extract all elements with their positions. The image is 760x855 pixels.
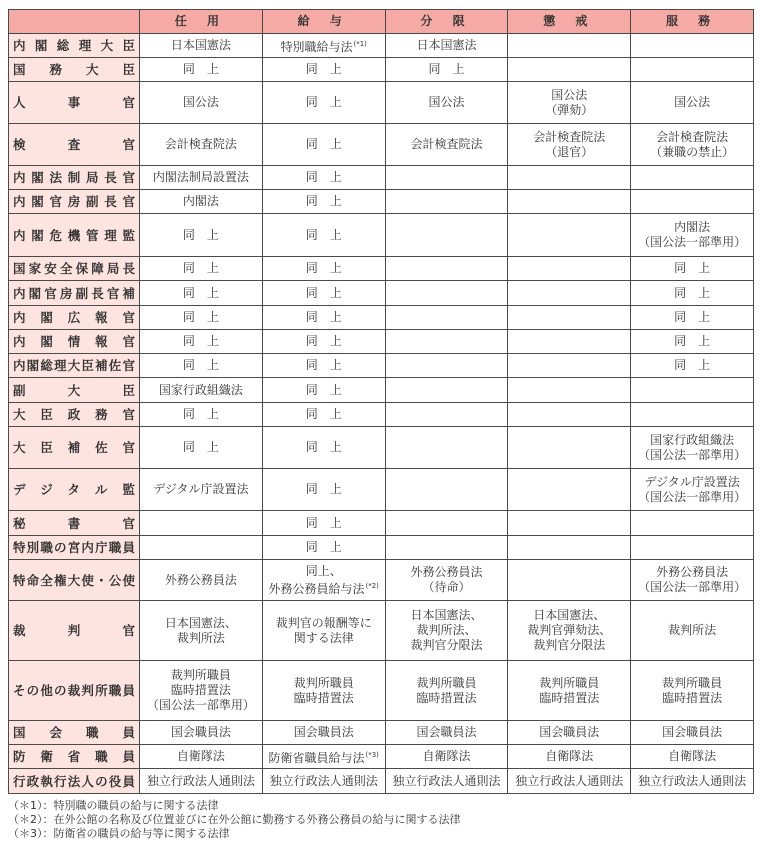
table-row [9, 601, 754, 661]
row-label: デジタル監 [9, 469, 140, 511]
table-row [9, 124, 754, 166]
cell-text: 裁判官分限法 [533, 638, 606, 652]
table-cell [140, 427, 263, 469]
cell-text: 裁判官弾劾法、 [527, 623, 612, 637]
row-label: 人事官 [9, 82, 140, 124]
table-cell [385, 560, 508, 601]
cell-text: 同 上 [674, 334, 711, 348]
table-cell [508, 560, 631, 601]
row-label: 検査官 [9, 124, 140, 166]
table-cell [631, 427, 754, 469]
row-label: 大臣補佐官 [9, 427, 140, 469]
table-cell [262, 58, 385, 82]
table-cell [385, 34, 508, 58]
cell-text: 同 上 [182, 407, 219, 421]
table-cell [385, 745, 508, 769]
table-cell [262, 124, 385, 166]
cell-text: （国公法一部準用） [638, 235, 747, 249]
row-label: 秘書官 [9, 511, 140, 536]
footnote-2: （＊2）：在外公館の名称及び位置並びに在外公館に勤務する外務公務員の給与に関する法律 [8, 813, 461, 826]
footnote-marker: (*3) [365, 750, 379, 759]
table-row [9, 745, 754, 769]
cell-text: 日本国憲法 [416, 38, 477, 52]
cell-text: 同 上 [305, 334, 342, 348]
table-cell [508, 58, 631, 82]
cell-text: 国公法 [674, 95, 711, 109]
table-cell [631, 82, 754, 124]
table-row [9, 330, 754, 354]
cell-text: 国公法 [428, 95, 465, 109]
cell-text: 日本国憲法、 [533, 608, 606, 622]
cell-text: デジタル庁設置法 [153, 482, 249, 496]
cell-text: 国会職員法 [416, 725, 477, 739]
table-cell [631, 769, 754, 794]
cell-text: デジタル庁設置法 [644, 474, 740, 489]
table-cell [385, 511, 508, 536]
cell-text: 防衛省職員給与法 [268, 750, 365, 765]
cell-text: 独立行政法人通則法 [638, 773, 747, 788]
cell-text: 裁判所職員 [662, 675, 723, 690]
table-cell [631, 536, 754, 560]
table-cell [140, 769, 263, 794]
row-label: 裁判官 [9, 601, 140, 661]
table-row [9, 257, 754, 281]
cell-text: 同 上 [305, 515, 342, 530]
table-cell [631, 661, 754, 721]
cell-text: （国公法一部準用） [146, 698, 255, 712]
row-label: 内閣官房副長官 [9, 190, 140, 214]
table-cell [508, 354, 631, 378]
table-row [9, 214, 754, 257]
table-cell [508, 214, 631, 257]
cell-text: 日本国憲法 [170, 38, 231, 52]
table-row [9, 769, 754, 794]
table-cell [385, 58, 508, 82]
header-status: 分 限 [385, 10, 508, 34]
cell-text: 同 上 [305, 358, 342, 372]
cell-text: 裁判所職員 [539, 675, 600, 690]
table-cell [140, 560, 263, 601]
table-cell [508, 403, 631, 427]
cell-text: 同 上 [305, 95, 342, 109]
table-cell [508, 34, 631, 58]
table-cell [508, 769, 631, 794]
cell-text: 同 上 [305, 194, 342, 208]
row-label: その他の裁判所職員 [9, 661, 140, 721]
table-cell [508, 469, 631, 511]
table-cell [385, 536, 508, 560]
table-cell [262, 403, 385, 427]
table-cell [631, 403, 754, 427]
table-cell [508, 257, 631, 281]
table-cell [508, 82, 631, 124]
cell-text: 会計検査院法 [533, 129, 606, 144]
table-cell [508, 378, 631, 403]
cell-text: 外務公務員給与法 [268, 581, 365, 596]
table-cell [140, 306, 263, 330]
cell-text: 同 上 [305, 310, 342, 324]
cell-text: 国家行政組織法 [158, 382, 243, 397]
table-cell [262, 427, 385, 469]
table-cell [262, 330, 385, 354]
table-cell [262, 536, 385, 560]
table-cell [140, 166, 263, 190]
cell-text: 同 上 [305, 137, 342, 151]
header-corner [9, 10, 140, 34]
table-cell [262, 769, 385, 794]
table-cell [508, 661, 631, 721]
cell-text: 裁判所職員 [293, 675, 354, 690]
table-cell [262, 378, 385, 403]
cell-text: 裁判所職員 [416, 675, 477, 690]
footnote-3: （＊3）：防衛省の職員の給与等に関する法律 [8, 827, 230, 840]
table-cell [262, 257, 385, 281]
table-cell [385, 281, 508, 306]
cell-text: 外務公務員法 [164, 572, 237, 587]
cell-text: （退官） [545, 144, 594, 159]
row-label: 国務大臣 [9, 58, 140, 82]
cell-text: 同 上 [674, 285, 711, 300]
cell-text: 臨時措置法 [539, 690, 600, 705]
table-cell [262, 354, 385, 378]
table-cell [262, 281, 385, 306]
table-cell [385, 601, 508, 661]
table-cell [385, 354, 508, 378]
table-cell [140, 536, 263, 560]
footnote-marker: (*1) [353, 39, 367, 48]
cell-text: 国家行政組織法 [650, 432, 735, 447]
row-label: 内閣情報官 [9, 330, 140, 354]
cell-text: 同 上 [305, 285, 342, 300]
cell-text: 同 上 [305, 382, 342, 397]
table-row [9, 661, 754, 721]
cell-text: 裁判所法 [668, 623, 717, 637]
cell-text: 同 上 [305, 227, 342, 242]
table-cell [631, 330, 754, 354]
cell-text: 外務公務員法 [656, 565, 729, 579]
table-cell [631, 511, 754, 536]
table-cell [385, 82, 508, 124]
table-cell [385, 403, 508, 427]
cell-text: 臨時措置法 [170, 683, 231, 697]
table-cell [508, 190, 631, 214]
row-label: 特別職の宮内庁職員 [9, 536, 140, 560]
table-cell [140, 511, 263, 536]
row-label: 防衛省職員 [9, 745, 140, 769]
table-row [9, 82, 754, 124]
law-application-table [8, 9, 754, 794]
footnote-marker: (*2) [365, 581, 379, 590]
table-cell [508, 330, 631, 354]
cell-text: 自衛隊法 [545, 749, 594, 763]
table-cell [631, 469, 754, 511]
row-label: 内閣危機管理監 [9, 214, 140, 257]
table-row [9, 511, 754, 536]
row-label: 内閣法制局長官 [9, 166, 140, 190]
row-label: 特命全権大使・公使 [9, 560, 140, 601]
table-cell [140, 281, 263, 306]
cell-text: 臨時措置法 [662, 690, 723, 705]
table-cell [631, 745, 754, 769]
table-cell [385, 330, 508, 354]
table-cell [262, 721, 385, 745]
table-cell [140, 601, 263, 661]
table-body [9, 34, 754, 794]
table-cell [385, 124, 508, 166]
cell-text: 会計検査院法 [164, 137, 237, 151]
cell-text: 会計検査院法 [656, 129, 729, 144]
table-cell [631, 34, 754, 58]
cell-text: （国公法一部準用） [638, 447, 747, 462]
table-cell [262, 34, 385, 58]
table-cell [140, 354, 263, 378]
cell-text: 臨時措置法 [416, 690, 477, 705]
table-cell [140, 721, 263, 745]
table-cell [631, 281, 754, 306]
table-cell [631, 257, 754, 281]
cell-text: 独立行政法人通則法 [515, 773, 624, 788]
table-row [9, 58, 754, 82]
table-cell [262, 601, 385, 661]
table-cell [385, 190, 508, 214]
table-cell [508, 124, 631, 166]
table-cell [508, 427, 631, 469]
table-cell [631, 721, 754, 745]
table-cell [262, 745, 385, 769]
table-row [9, 403, 754, 427]
cell-text: 同 上 [182, 440, 219, 454]
row-label: 行政執行法人の役員 [9, 769, 140, 794]
table-cell [508, 601, 631, 661]
cell-text: 裁判所法、 [416, 623, 477, 637]
table-cell [140, 403, 263, 427]
table-cell [385, 257, 508, 281]
row-label: 内閣官房副長官補 [9, 281, 140, 306]
table-row [9, 306, 754, 330]
table-cell [508, 166, 631, 190]
table-cell [508, 536, 631, 560]
cell-text: 同 上 [428, 62, 465, 76]
table-row [9, 166, 754, 190]
header-salary: 給 与 [262, 10, 385, 34]
cell-text: 日本国憲法、 [164, 615, 237, 630]
table-cell [385, 661, 508, 721]
cell-text: 同 上 [305, 482, 342, 496]
table-cell [140, 190, 263, 214]
table-cell [385, 306, 508, 330]
table-cell [140, 661, 263, 721]
cell-text: 内閣法 [182, 194, 219, 208]
table-cell [140, 745, 263, 769]
cell-text: 同 上 [305, 62, 342, 76]
table-cell [262, 190, 385, 214]
cell-text: 同 上 [674, 310, 711, 324]
cell-text: 裁判所法 [176, 630, 225, 645]
cell-text: 会計検査院法 [410, 137, 483, 151]
table-row [9, 281, 754, 306]
cell-text: 同 上 [182, 334, 219, 348]
table-cell [385, 378, 508, 403]
cell-text: 同 上 [182, 62, 219, 76]
cell-text: 日本国憲法、 [410, 608, 483, 622]
cell-text: 独立行政法人通則法 [146, 773, 255, 788]
table-cell [140, 214, 263, 257]
footnote-1: （＊1）：特別職の職員の給与に関する法律 [8, 799, 219, 812]
row-label: 国家安全保障局長 [9, 257, 140, 281]
cell-text: 同 上 [182, 285, 219, 300]
cell-text: 同 上 [182, 227, 219, 242]
cell-text: 独立行政法人通則法 [269, 773, 378, 788]
cell-text: 同 上 [305, 407, 342, 421]
table-cell [508, 306, 631, 330]
cell-text: 同 上 [182, 358, 219, 372]
cell-text: 同 上 [305, 261, 342, 275]
table-cell [140, 257, 263, 281]
row-label: 副大臣 [9, 378, 140, 403]
table-cell [262, 306, 385, 330]
table-cell [262, 469, 385, 511]
header-discipline: 懲 戒 [508, 10, 631, 34]
cell-text: 国会職員法 [293, 725, 354, 739]
cell-text: 国会職員法 [170, 725, 231, 739]
row-label: 内閣広報官 [9, 306, 140, 330]
table-cell [262, 511, 385, 536]
table-cell [262, 661, 385, 721]
table-cell [385, 214, 508, 257]
table-row [9, 536, 754, 560]
table-cell [631, 166, 754, 190]
row-label: 大臣政務官 [9, 403, 140, 427]
cell-text: 同 上 [674, 358, 711, 372]
row-label: 内閣総理大臣補佐官 [9, 354, 140, 378]
table-cell [140, 330, 263, 354]
table-cell [631, 124, 754, 166]
cell-text: 独立行政法人通則法 [392, 773, 501, 788]
cell-text: 自衛隊法 [176, 749, 225, 763]
table-row [9, 378, 754, 403]
table-cell [631, 354, 754, 378]
cell-text: 裁判官分限法 [410, 638, 483, 652]
table-cell [385, 469, 508, 511]
cell-text: 自衛隊法 [422, 749, 471, 763]
table-row [9, 354, 754, 378]
footnotes [8, 799, 461, 841]
table-cell [140, 58, 263, 82]
table-row [9, 190, 754, 214]
cell-text: 同 上 [182, 261, 219, 275]
table-cell [631, 214, 754, 257]
cell-text: 自衛隊法 [668, 749, 717, 763]
table-cell [508, 511, 631, 536]
table-cell [385, 769, 508, 794]
table-cell [385, 166, 508, 190]
cell-text: 同上、 [305, 563, 342, 578]
cell-text: 国公法 [182, 95, 219, 109]
cell-text: 同 上 [305, 540, 342, 554]
cell-text: 同 上 [305, 440, 342, 454]
table-cell [631, 58, 754, 82]
table-cell [140, 34, 263, 58]
table-cell [262, 560, 385, 601]
cell-text: （国公法一部準用） [638, 489, 747, 504]
row-label: 内閣総理大臣 [9, 34, 140, 58]
cell-text: 同 上 [182, 310, 219, 324]
cell-text: 裁判官の報酬等に [275, 615, 372, 630]
table-cell [385, 721, 508, 745]
table-cell [262, 166, 385, 190]
table-cell [262, 214, 385, 257]
table-header-row [9, 10, 754, 34]
cell-text: 同 上 [305, 170, 342, 184]
cell-text: 国会職員法 [539, 725, 600, 739]
header-service: 服 務 [631, 10, 754, 34]
row-label: 国会職員 [9, 721, 140, 745]
table-row [9, 560, 754, 601]
table-cell [140, 469, 263, 511]
cell-text: 関する法律 [293, 630, 354, 645]
table-row [9, 427, 754, 469]
table-cell [631, 601, 754, 661]
table-cell [508, 281, 631, 306]
cell-text: 内閣法制局設置法 [152, 170, 249, 184]
cell-text: 国公法 [551, 87, 588, 102]
cell-text: 特別職給与法 [280, 39, 353, 54]
header-appointment: 任 用 [140, 10, 263, 34]
cell-text: 臨時措置法 [293, 690, 354, 705]
table-cell [385, 427, 508, 469]
cell-text: 同 上 [674, 261, 711, 275]
table-cell [631, 306, 754, 330]
cell-text: 外務公務員法 [410, 565, 483, 579]
table-cell [631, 560, 754, 601]
cell-text: 国会職員法 [662, 725, 723, 739]
cell-text: （弾劾） [545, 102, 594, 117]
cell-text: 内閣法 [674, 220, 711, 234]
table-cell [631, 378, 754, 403]
table-row [9, 34, 754, 58]
table-cell [140, 82, 263, 124]
table-cell [508, 745, 631, 769]
table-cell [631, 190, 754, 214]
cell-text: 裁判所職員 [170, 668, 231, 682]
table-row [9, 469, 754, 511]
table-cell [140, 378, 263, 403]
table-cell [262, 82, 385, 124]
cell-text: （国公法一部準用） [638, 580, 747, 594]
cell-text: （兼職の禁止） [650, 144, 735, 159]
table-cell [508, 721, 631, 745]
cell-text: （待命） [422, 580, 471, 594]
table-cell [140, 124, 263, 166]
table-row [9, 721, 754, 745]
